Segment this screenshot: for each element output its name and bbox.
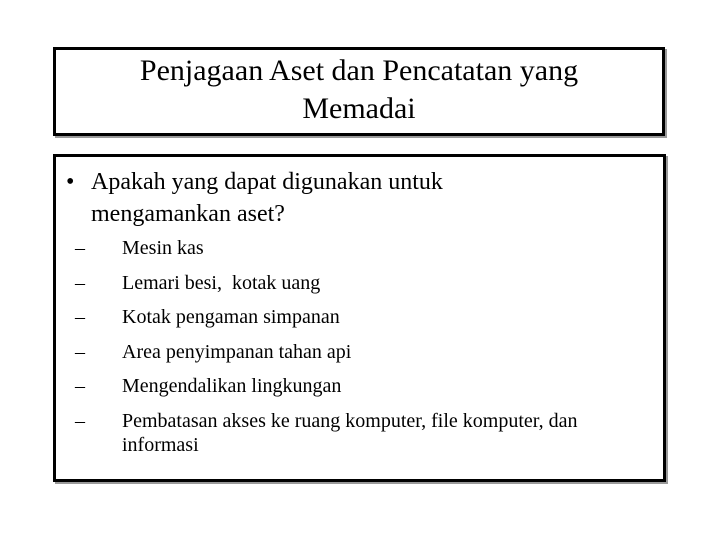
sub-bullet-list: [56, 236, 663, 456]
sub-bullet-text: Area penyimpanan tahan api: [122, 340, 352, 363]
sub-bullet-text: Kotak pengaman simpanan: [122, 306, 340, 328]
bullet-icon: •: [66, 169, 75, 195]
sub-bullet-item: [56, 409, 663, 456]
dash-icon: –: [75, 340, 85, 363]
dash-icon: –: [75, 237, 85, 259]
sub-bullet-item: [56, 236, 663, 271]
slide-title-box: [53, 47, 665, 136]
sub-bullet-item: [56, 305, 663, 340]
sub-bullet-item: [56, 271, 663, 306]
dash-icon: –: [75, 375, 85, 397]
sub-bullet-text: Mesin kas: [122, 237, 204, 259]
sub-bullet-text: Mengendalikan lingkungan: [122, 375, 342, 397]
sub-bullet-item: [56, 340, 663, 375]
main-bullet-text: Apakah yang dapat digunakan untuk mengamankan aset?: [91, 169, 443, 227]
dash-icon: –: [75, 409, 85, 432]
slide-title: Penjagaan Aset dan Pencatatan yang Memadai: [139, 53, 579, 125]
sub-bullet-text: Lemari besi, kotak uang: [122, 271, 321, 294]
slide-content-box: [53, 154, 666, 482]
dash-icon: –: [75, 271, 85, 294]
dash-icon: –: [75, 306, 85, 328]
sub-bullet-text: Pembatasan akses ke ruang komputer, file komputer, dan informasi: [122, 409, 578, 456]
sub-bullet-item: [56, 374, 663, 409]
